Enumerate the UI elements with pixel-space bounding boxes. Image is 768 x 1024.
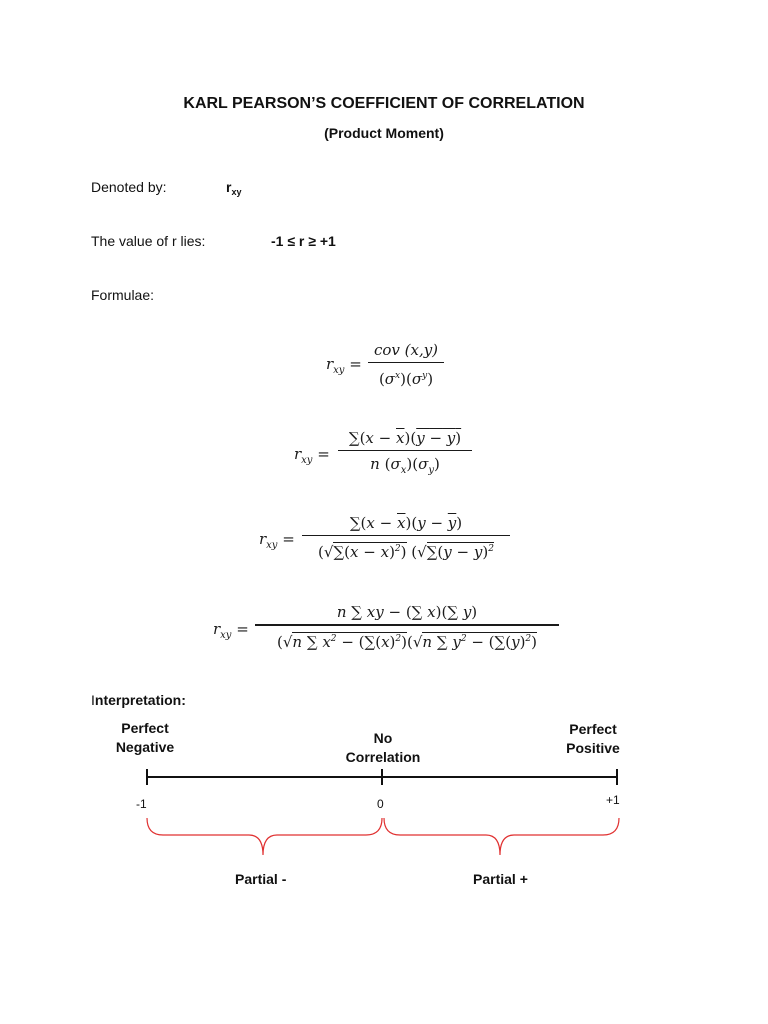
denoted-symbol: $r_{xy}$	[226, 179, 242, 197]
formula-2-lhs: $r_{xy}$ =	[294, 445, 330, 466]
scale-axis	[147, 769, 617, 785]
formula-1-denominator: $(\sigma^x)(\sigma^y)$	[378, 370, 434, 388]
formula-1-lhs: $r_{xy}$ =	[326, 355, 362, 376]
denoted-label: Denoted by:	[91, 179, 167, 195]
tick-mid-label: 0	[377, 797, 384, 811]
partial-negative-label: Partial -	[235, 871, 287, 887]
formula-4-lhs: $r_{xy}$ =	[213, 620, 249, 641]
tick-min-label: -1	[136, 797, 147, 811]
formula-2-fraction	[338, 428, 472, 481]
formula-1-fraction	[368, 340, 444, 389]
formulae-label: Formulae:	[91, 287, 155, 303]
brace-positive	[384, 818, 619, 855]
partial-positive-label: Partial +	[473, 871, 528, 887]
page-title: KARL PEARSON’S COEFFICIENT OF CORRELATION	[183, 95, 585, 112]
formula-1-numerator: cov (x,y)	[373, 341, 439, 359]
interpretation-label: Interpretation:	[91, 692, 186, 708]
range-label: The value of r lies:	[91, 233, 206, 249]
formula-2-numerator: $\sum(x - \overline{x})(y - y)$	[348, 429, 462, 447]
correlation-scale	[0, 760, 768, 870]
formula-3-numerator: $\sum(x - \overline{x})(y - \overline{y})$	[349, 514, 463, 532]
perfect-negative-label: Perfect Negative	[115, 720, 175, 755]
tick-max-label: +1	[606, 793, 620, 807]
formula-4-fraction	[255, 602, 559, 652]
brace-negative	[147, 818, 382, 855]
perfect-positive-label: Perfect Positive	[566, 721, 620, 756]
formula-4-numerator: n ∑ xy − (∑ x)(∑ y)	[336, 603, 478, 621]
formula-2-denominator: n $(\sigma_x)(\sigma_y)$	[370, 455, 440, 476]
range-value: -1 ≤ r ≥ +1	[271, 233, 336, 249]
no-correlation-label: No Correlation	[345, 730, 421, 765]
formula-3-lhs: $r_{xy}$ =	[259, 530, 295, 551]
formula-3-denominator: $(√\sum(x - \overline{x})^2)$ ($√\sum(y - \overline{y})^2$	[318, 543, 494, 561]
page-subtitle: (Product Moment)	[324, 125, 444, 141]
formula-4-denominator: (√n ∑ $x^2 - (\sum(x)^2)(√n$ ∑ $y^2 - (\sum(y)^2)$	[276, 633, 538, 651]
formula-3-fraction	[302, 513, 510, 562]
